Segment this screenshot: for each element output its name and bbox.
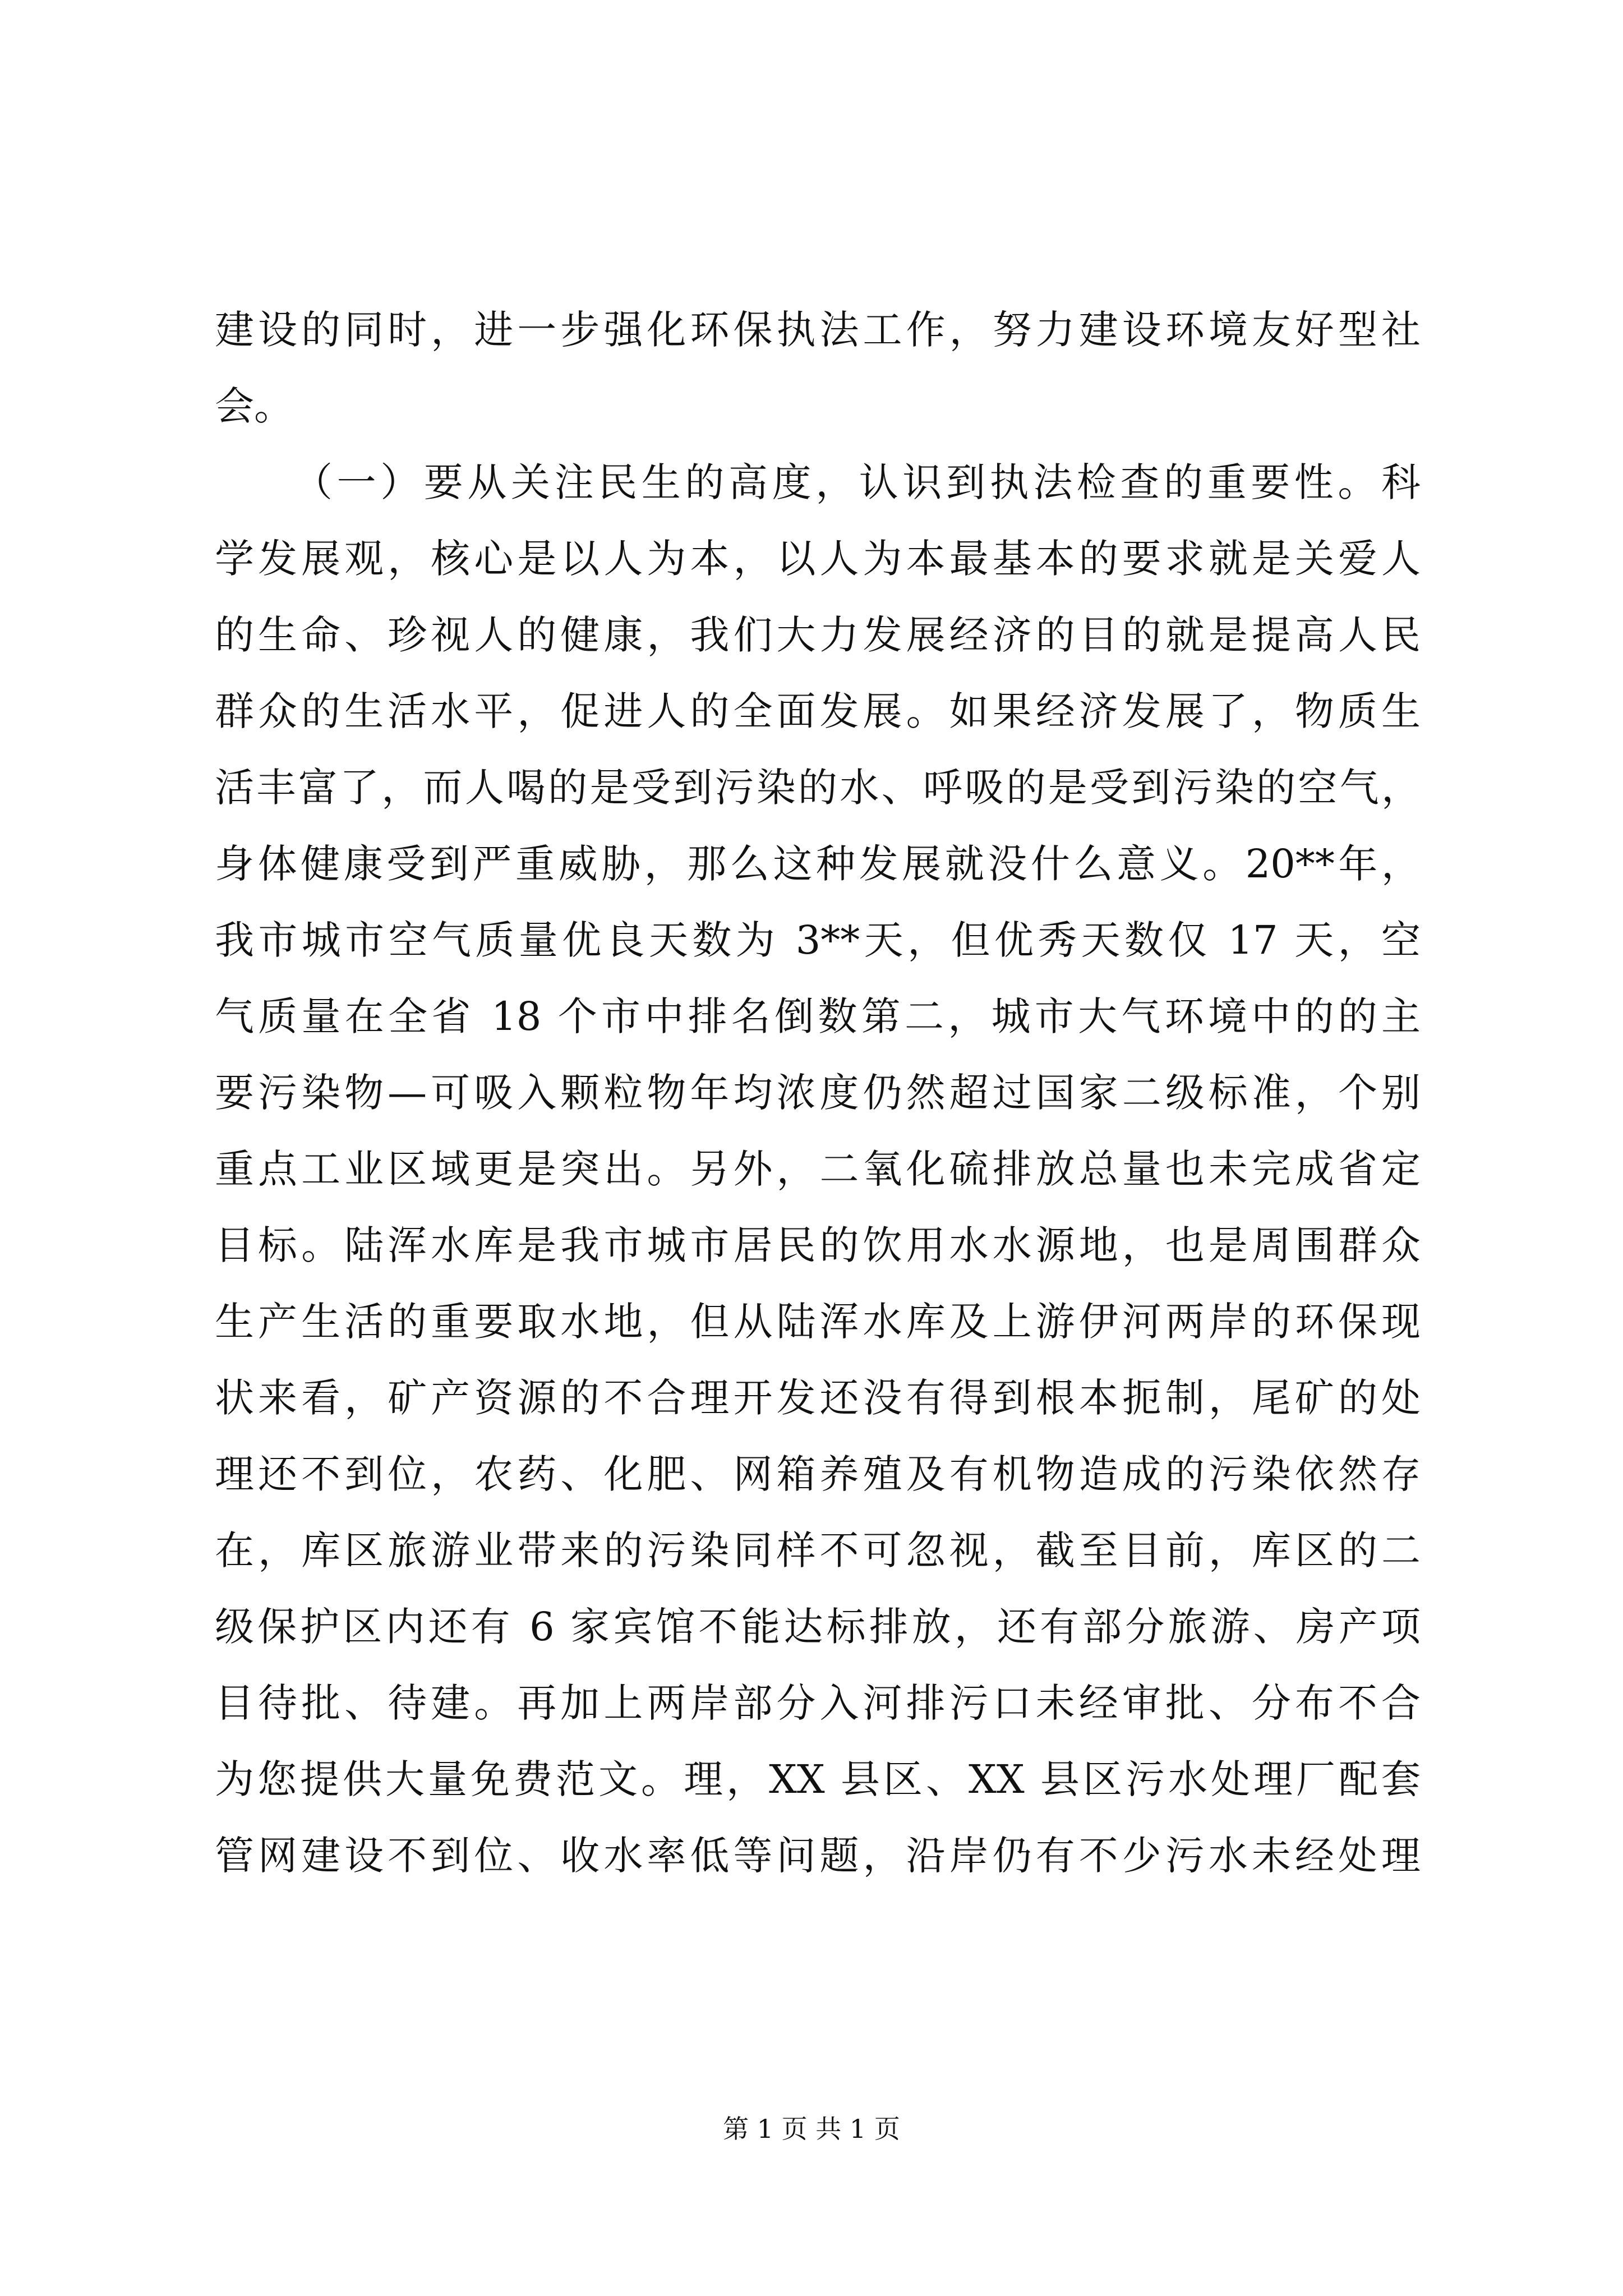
text-line: 级保护区内还有 6 家宾馆不能达标排放，还有部分旅游、房产项	[215, 1604, 1421, 1650]
text-line: 会。	[215, 383, 293, 429]
text-line: 管网建设不到位、收水率低等问题，沿岸仍有不少污水未经处理	[215, 1833, 1421, 1879]
text-line: 生产生活的重要取水地，但从陆浑水库及上游伊河两岸的环保现	[215, 1299, 1421, 1345]
text-line: 为您提供大量免费范文。理，XX 县区、XX 县区污水处理厂配套	[215, 1756, 1421, 1802]
paragraph-first-line: （一）要从关注民生的高度，认识到执法检查的重要性。科	[293, 459, 1421, 505]
text-line: 要污染物—可吸入颗粒物年均浓度仍然超过国家二级标准，个别	[215, 1070, 1421, 1116]
text-line: 气质量在全省 18 个市中排名倒数第二，城市大气环境中的的主	[215, 993, 1421, 1039]
text-line: 建设的同时，进一步强化环保执法工作，努力建设环境友好型社	[215, 307, 1421, 353]
text-line: 目待批、待建。再加上两岸部分入河排污口未经审批、分布不合	[215, 1680, 1421, 1726]
text-line: 学发展观，核心是以人为本，以人为本最基本的要求就是关爱人	[215, 536, 1421, 582]
text-line: 状来看，矿产资源的不合理开发还没有得到根本扼制，尾矿的处	[215, 1375, 1421, 1421]
text-line: 我市城市空气质量优良天数为 3**天，但优秀天数仅 17 天，空	[215, 917, 1421, 963]
text-line: 目标。陆浑水库是我市城市居民的饮用水水源地，也是周围群众	[215, 1222, 1421, 1268]
text-line: 的生命、珍视人的健康，我们大力发展经济的目的就是提高人民	[215, 612, 1421, 658]
document-body	[215, 292, 1421, 1894]
text-line: 群众的生活水平，促进人的全面发展。如果经济发展了，物质生	[215, 688, 1421, 734]
text-line: 在，库区旅游业带来的污染同样不可忽视，截至目前，库区的二	[215, 1527, 1421, 1573]
text-line: 重点工业区域更是突出。另外，二氧化硫排放总量也未完成省定	[215, 1146, 1421, 1192]
text-line: 理还不到位，农药、化肥、网箱养殖及有机物造成的污染依然存	[215, 1451, 1421, 1497]
text-line: 活丰富了，而人喝的是受到污染的水、呼吸的是受到污染的空气，	[215, 765, 1421, 811]
page-number-footer: 第 1 页 共 1 页	[723, 2114, 900, 2144]
text-line: 身体健康受到严重威胁，那么这种发展就没什么意义。20**年，	[215, 841, 1421, 887]
